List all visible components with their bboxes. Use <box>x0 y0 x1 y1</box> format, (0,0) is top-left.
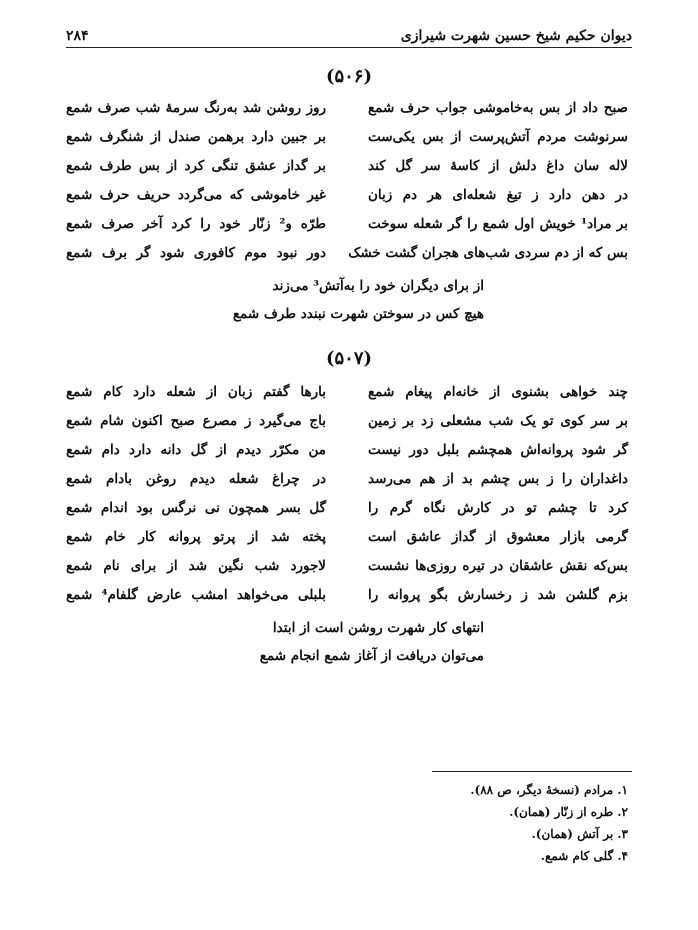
running-head <box>66 20 632 44</box>
first-hemistich: سرنوشت مردم آتش‌پرست از بس یکی‌ست <box>368 129 628 145</box>
second-hemistich: بارها گفتم زبان از شعله دارد کام شمع <box>66 384 326 400</box>
couplet <box>66 558 628 580</box>
second-hemistich: دور نبود موم کافوری شود گر برف شمع <box>66 245 326 261</box>
closing-hemistich-text: از برای دیگران خود را به‌آتش³ می‌زند <box>272 278 484 294</box>
footnote: ۲. طره از زنّار (همان). <box>509 805 628 819</box>
second-hemistich: گل بسر همچون نی نرگس بود اندام شمع <box>66 500 326 516</box>
second-hemistich: پخته شد از پرتو پروانه کار خام شمع <box>66 529 326 545</box>
couplet <box>66 187 628 209</box>
book-title: دیوان حکیم شیخ حسین شهرت شیرازی <box>400 28 632 44</box>
couplet <box>66 529 628 551</box>
closing-hemistich <box>140 278 558 294</box>
closing-hemistich-text: هیچ کس در سوختن شهرت نبندد طرف شمع <box>232 306 484 322</box>
first-hemistich: بزم گلشن شد ز رخسارش بگو پروانه را <box>368 587 628 603</box>
couplet <box>66 413 628 435</box>
first-hemistich: داغداران را ز بس چشم بد از هم می‌رسد <box>368 471 628 487</box>
footnote: ۱. مرادم (نسخهٔ دیگر، ص ۸۸). <box>470 783 628 797</box>
second-hemistich: بلبلی می‌خواهد امشب عارض گلفام⁴ شمع <box>66 587 326 603</box>
footnote: ۳. بر آتش (همان). <box>531 827 628 841</box>
first-hemistich: در دهن دارد ز تیغ شعله‌ای هر دم زبان <box>368 187 628 203</box>
couplet <box>66 245 628 267</box>
first-hemistich: چند خواهی بشنوی از خانه‌ام پیغام شمع <box>368 384 628 400</box>
couplet <box>66 587 628 609</box>
couplet <box>66 471 628 493</box>
first-hemistich: بس‌که نقش عاشقان در تیره روزی‌ها نشست <box>368 558 628 574</box>
second-hemistich: غیر خاموشی که می‌گردد حریف حرف شمع <box>66 187 326 203</box>
second-hemistich: روز روشن شد به‌رنگ سرمهٔ شب صرف شمع <box>66 100 326 116</box>
couplet <box>66 129 628 151</box>
footnote: ۴. گلی کام شمع. <box>540 849 628 863</box>
first-hemistich: بس که از دم سردی شب‌های هجران گشت خشک <box>348 245 628 261</box>
header-rule <box>66 47 632 48</box>
first-hemistich: صبح داد از بس به‌خاموشی جواب حرف شمع <box>368 100 628 116</box>
couplet <box>66 216 628 238</box>
closing-hemistich <box>140 306 558 322</box>
page-number: ۲۸۴ <box>66 28 89 44</box>
couplet <box>66 100 628 122</box>
second-hemistich: من مکرّر دیدم از گل دانه دارد دام شمع <box>66 442 326 458</box>
first-hemistich: بر سر کوی تو یک شب مشعلی زد بر زمین <box>368 413 628 429</box>
poem-number: (۵۰۷) <box>325 348 373 369</box>
couplet <box>66 384 628 406</box>
second-hemistich: باج می‌گیرد ز مصرع صبح اکنون شام شمع <box>66 413 326 429</box>
first-hemistich: بر مراد¹ خویش اول شمع را گر شعله سوخت <box>368 216 628 232</box>
couplet <box>66 442 628 464</box>
second-hemistich: در چراغ شعله دیدم روغن بادام شمع <box>66 471 326 487</box>
couplet <box>66 158 628 180</box>
second-hemistich: بر جبین دارد برهمن صندل از شنگرف شمع <box>66 129 326 145</box>
couplet <box>66 500 628 522</box>
second-hemistich: بر گداز عشق تنگی کرد از بس طرف شمع <box>66 158 326 174</box>
closing-hemistich <box>140 620 558 636</box>
closing-hemistich-text: انتهای کار شهرت روشن است از ابتدا <box>272 620 484 636</box>
closing-hemistich <box>140 648 558 664</box>
closing-hemistich-text: می‌توان دریافت از آغاز شمع انجام شمع <box>259 648 484 664</box>
second-hemistich: لاجورد شب نگین شد از برای نام شمع <box>66 558 326 574</box>
first-hemistich: گرمی بازار معشوق از گداز عاشق است <box>368 529 628 545</box>
first-hemistich: لاله سان داغ دلش از کاسهٔ سر گل کند <box>368 158 628 174</box>
first-hemistich: کرد تا چشم تو در کارش نگاه گرم را <box>368 500 628 516</box>
footnotes <box>348 783 628 871</box>
poem-number: (۵۰۶) <box>325 66 373 87</box>
footnote-rule <box>432 771 632 772</box>
second-hemistich: طرّه و² زنّار خود را کرد آخر صرف شمع <box>66 216 326 232</box>
first-hemistich: گر شود پروانه‌اش همچشم بلبل دور نیست <box>368 442 628 458</box>
